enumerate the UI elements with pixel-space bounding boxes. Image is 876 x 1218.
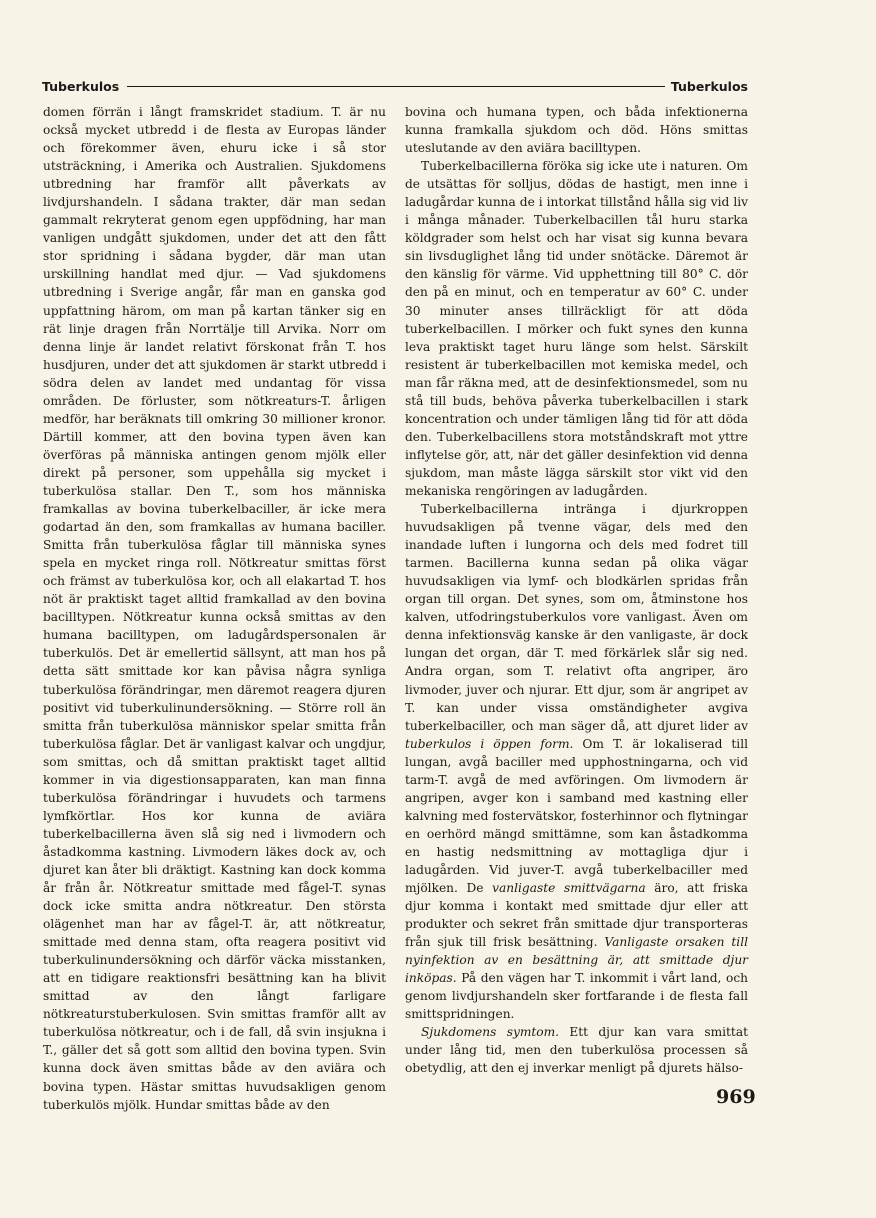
- header-left-title: Tuberkulos: [42, 78, 120, 94]
- right-paragraph-2: Tuberkelbacillerna föröka sig icke ute i naturen. Om de utsättas för solljus, dödas de hastigt, men inne i ladugårdar kunna de i intorkat tillstånd hålla sig vid liv i många månader. Tuberkelbacillen tål huru starka köldgrader som helst och har visat sig kunna bevara sin livsduglighet lång tid under snötäcke. Däremot är den känslig för värme. Vid upphettning till 80° C. dör den på en minut, och en temperatur av 60° C. under 30 minuter anses tillräckligt för att döda tuberkelbacillen. I mörker och fukt synes den kunna leva praktiskt taget huru länge som helst. Särskilt resistent är tuberkelbacillen mot kemiska medel, och man får räkna med, att de desinfektionsmedel, som nu stå till buds, behöva påverka tuberkelbacillen i stark koncentration och under tämligen lång tid för att döda den. Tuberkelbacillens stora motståndskraft mot yttre inflytelse gör, att, när det gäller desinfektion vid denna sjukdom, man måste lägga särskilt stor vikt vid den mekaniska rengöringen av ladugården.: [405, 159, 748, 498]
- running-header: [42, 76, 748, 96]
- p3-emphasis-2: vanligaste smittvägarna: [492, 881, 646, 896]
- right-paragraph-4: [405, 1023, 748, 1077]
- left-column-text: domen förrän i långt framskridet stadium. T. är nu också mycket utbredd i de flesta av Europas länder och förekommer även, ehuru icke i så stor utsträckning, i Amerika och Australien. Sjukdomens utbredning har framför allt påverkats av livdjurshandeln. I sådana trakter, där man sedan gammalt rekryterat genom egen uppfödning, har man vanligen undgått sjukdomen, under det att den fått stor spridning i sådana bygder, där man utan urskillning handlat med djur. — Vad sjukdomens utbredning i Sverige angår, får man en ganska god uppfattning härom, om man på kartan tänker sig en rät linje dragen från Norrtälje till Arvika. Norr om denna linje är landet relativt förskonat från T. hos husdjuren, under det att sjukdomen är starkt utbredd i södra delen av landet med undantag för vissa områden. De förluster, som nötkreaturs-T. årligen medför, har beräknats till omkring 30 millioner kronor. Därtill kommer, att den bovina typen även kan överföras på människa antingen genom mjölk eller direkt på personer, som uppehålla sig mycket i tuberkulösa stallar. Den T., som hos människa framkallas av bovina tuberkelbaciller, är icke mera godartad än den, som framkallas av humana baciller. Smitta från tuberkulösa fåglar till människa synes spela en mycket ringa roll. Nötkreatur smittas först och främst av tuberkulösa kor, och all elakartad T. hos nöt är praktiskt taget alltid framkallad av den bovina bacilltypen. Nötkreatur kunna också smittas av den humana bacilltypen, om ladugårdspersonalen är tuberkulös. Det är emellertid sällsynt, att man hos på detta sätt smittade kor kan påvisa några synliga tuberkulösa förändringar, men däremot reagera djuren positivt vid tuberkulinundersökning. — Större roll än smitta från tuberkulösa människor spelar smitta från tuberkulösa fåglar. Det är vanligast kalvar och ungdjur, som smittas, och då smittan praktiskt taget alltid kommer in via digestionsapparaten, kan man finna tuberkulösa förändringar i huvudets och tarmens lymfkörtlar. Hos kor kunna de aviära tuberkelbacillerna även slå sig ned i livmodern och åstadkomma kastning. Livmodern läkes dock av, och djuret kan åter bli dräktigt. Kastning kan dock komma år från år. Nötkreatur smittade med fågel-T. synas dock icke smitta andra nötkreatur. Den största olägenhet man har av fågel-T. är, att nötkreatur, smittade med denna stam, ofta reagera positivt vid tuberkulinundersökning och därför väcka misstanken, att en tidigare reaktionsfri besättning kan ha blivit smittad av den långt farligare nötkreaturstuberkulosen. Svin smittas framför allt av tuberkulösa nötkreatur, och i de fall, då svin insjukna i T., gäller det så gott som alltid den bovina typen. Svin kunna dock även smittas både av den aviära och bovina typen. Hästar smittas huvudsakligen genom tuberkulös mjölk. Hundar smittas både av den: [43, 105, 386, 1112]
- right-paragraph-1: bovina och humana typen, och båda infektionerna kunna framkalla sjukdom och död. Höns smittas uteslutande av den aviära bacilltypen.: [405, 105, 748, 156]
- page-number: 969: [716, 1086, 756, 1108]
- right-paragraph-3: [405, 500, 748, 1023]
- p3-emphasis-3: Vanligaste orsaken till nyinfektion av en besättning är, att smittade djur inköpas.: [405, 935, 748, 986]
- p3-emphasis-1: tuberkulos i öppen form.: [405, 736, 574, 751]
- p3-text-c: äro, att friska djur komma i kontakt med smittade djur eller att produkter och sekret från smittade djur transporteras från sjuk till frisk besättning.: [405, 881, 748, 950]
- p4-emphasis: Sjukdomens symtom.: [421, 1025, 560, 1040]
- p4-text: Ett djur kan vara smittat under lång tid, men den tuberkulösa processen så obetydlig, att den ej inverkar menligt på djurets hälso-: [405, 1025, 748, 1076]
- p3-text-d: På den vägen har T. inkommit i vårt land, och genom livdjurshandeln sker fortfarande i de flesta fall smittspridningen.: [405, 971, 748, 1022]
- p3-text-a: Tuberkelbacillerna intränga i djurkroppen huvudsakligen på tvenne vägar, dels med den inandade luften i lungorna och dels med fodret till tarmen. Bacillerna kunna sedan på olika vägar huvudsakligen via lymf- och blodkärlen spridas från organ till organ. Det synes, som om, åtminstone hos kalven, utfodringstuberkulos vore vanligast. Även om denna infektionsväg kanske är den vanligaste, är dock lungan det organ, där T. med förkärlek slår sig ned. Andra organ, som T. relativt ofta angriper, äro livmoder, juver och njurar. Ett djur, som är angripet av T. kan under vissa omständigheter avgiva tuberkelbaciller, och man säger då, att djuret lider av: [405, 502, 748, 733]
- p3-text-b: Om T. är lokaliserad till lungan, avgå baciller med upphostningarna, och vid tarm-T. avgå de med avföringen. Om livmodern är angripen, avger kon i samband med kastning eller kalvning med fostervätskor, fosterhinnor och flytningar en oerhörd mängd smittämne, som kan åstadkomma en hastig nedsmittning av mottagliga djur i ladugården. Vid juver-T. avgå tuberkelbaciller med mjölken. De: [405, 736, 748, 896]
- header-rule: [127, 86, 665, 87]
- left-column: [43, 103, 386, 1114]
- header-right-title: Tuberkulos: [670, 78, 748, 94]
- right-column: [405, 103, 748, 1078]
